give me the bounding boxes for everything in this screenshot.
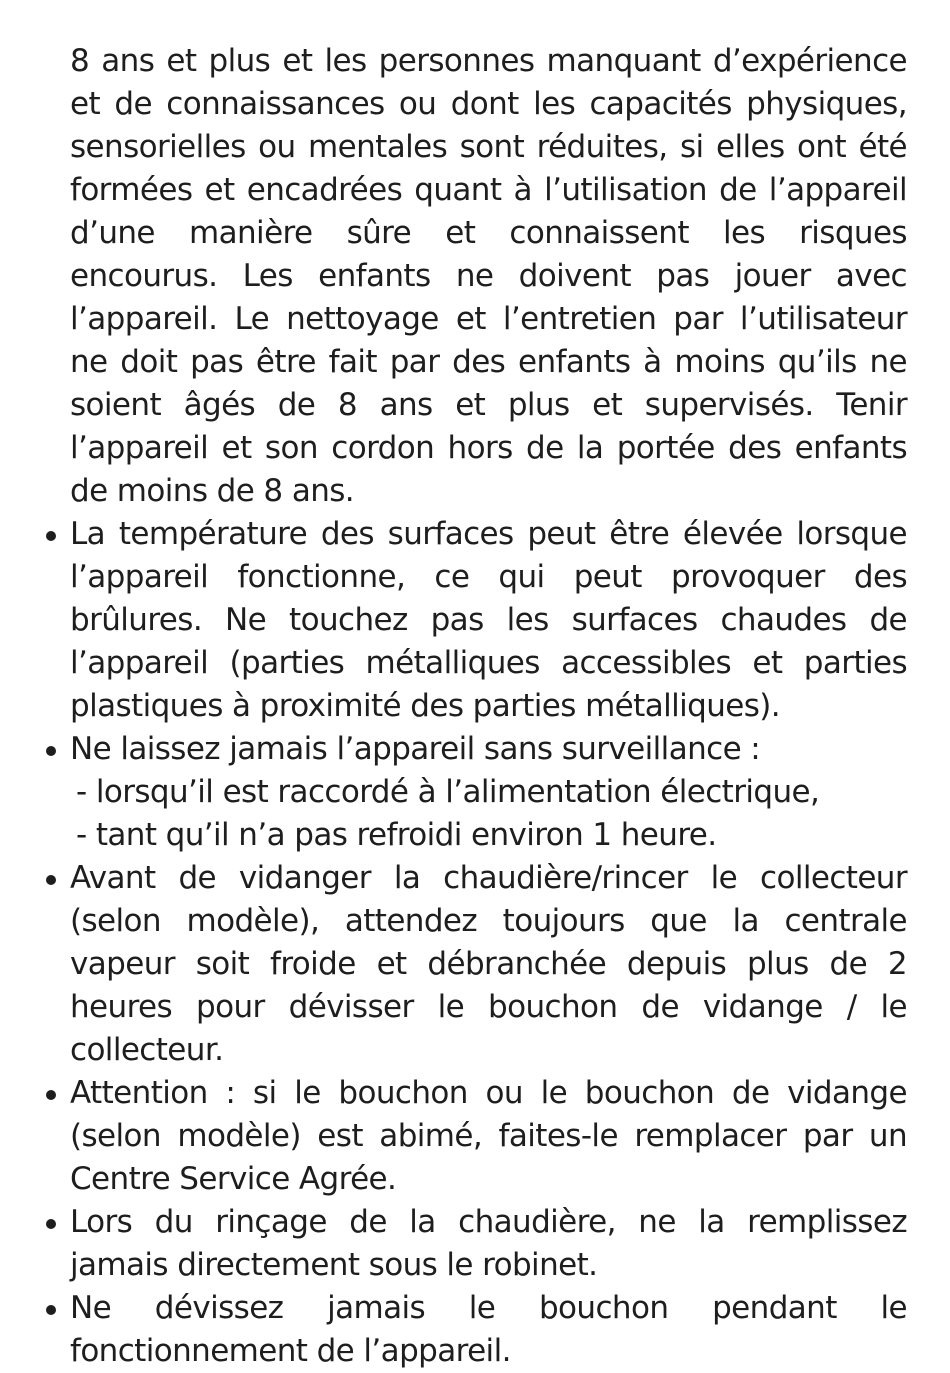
bullet-text: Lors du rinçage de la chaudière, ne la remplissez jamais directement sous le robinet.	[70, 1204, 907, 1283]
bullet-icon	[46, 1219, 56, 1229]
bullet-text: Attention : si le bouchon ou le bouchon de vidange (selon modèle) est abimé, faites-le remplacer par un Centre Service Agrée.	[70, 1075, 907, 1197]
bullet-never-unscrew	[70, 1287, 907, 1373]
bullet-text: Ne laissez jamais l’appareil sans surveillance :	[70, 731, 761, 767]
bullet-text: Avant de vidanger la chaudière/rincer le collecteur (selon modèle), attendez toujours que la centrale vapeur soit froide et débranchée depuis plus de 2 heures pour dévisser le bouchon de vidange / le collecteur.	[70, 860, 907, 1068]
bullet-surface-temperature	[70, 513, 907, 728]
sub-item-connected: - lorsqu’il est raccordé à l’alimentation électrique,	[76, 774, 820, 810]
safety-bullet-list	[70, 513, 907, 1373]
bullet-icon	[46, 746, 56, 756]
bullet-before-draining	[70, 857, 907, 1072]
bullet-text: Ne dévissez jamais le bouchon pendant le fonctionnement de l’appareil.	[70, 1290, 907, 1369]
bullet-text: La température des surfaces peut être élevée lorsque l’appareil fonctionne, ce qui peut provoquer des brûlures. Ne touchez pas les surfaces chaudes de l’appareil (parties métalliques accessibles et parties plastiques à proximité des parties métalliques).	[70, 516, 907, 724]
bullet-damaged-cap	[70, 1072, 907, 1201]
bullet-icon	[46, 531, 56, 541]
sub-item-not-cooled: - tant qu’il n’a pas refroidi environ 1 heure.	[76, 817, 717, 853]
bullet-icon	[46, 1090, 56, 1100]
document-page	[70, 40, 907, 1373]
bullet-icon	[46, 1305, 56, 1315]
bullet-never-unattended	[70, 728, 907, 857]
bullet-rinsing	[70, 1201, 907, 1287]
bullet-icon	[46, 875, 56, 885]
intro-paragraph: 8 ans et plus et les personnes manquant d’expérience et de connaissances ou dont les capacités physiques, sensorielles ou mentales sont réduites, si elles ont été formées et encadrées quant à l’utilisation de l’appareil d’une manière sûre et connaissent les risques encourus. Les enfants ne doivent pas jouer avec l’appareil. Le nettoyage et l’entretien par l’utilisateur ne doit pas être fait par des enfants à moins qu’ils ne soient âgés de 8 ans et plus et supervisés. Tenir l’appareil et son cordon hors de la portée des enfants de moins de 8 ans.	[70, 43, 907, 509]
